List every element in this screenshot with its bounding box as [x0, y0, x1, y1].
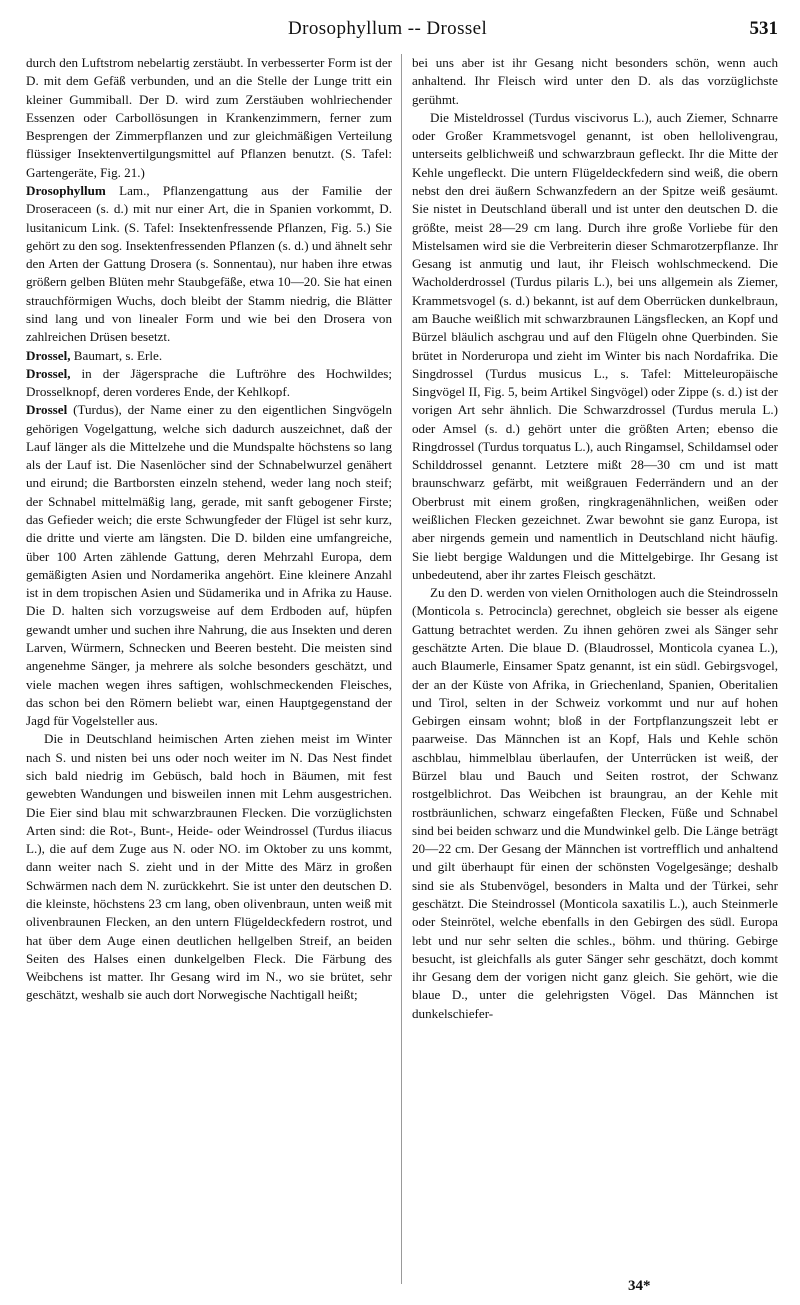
entry-headword: Drosophyllum	[26, 182, 106, 198]
paragraph	[412, 109, 778, 584]
page	[26, 14, 778, 1021]
paragraph	[26, 401, 392, 730]
paragraph	[412, 584, 778, 1023]
page-header	[26, 14, 778, 48]
paragraph-text: durch den Luftstrom nebelartig zerstäubt. In verbesserter Form ist der D. mit dem Gefäß verbunden, und an die Stelle der Lunge tritt ein kleiner Gummiball. Der D. wird zum Zerstäuben wohlriechender Essenzen oder Carbollösungen in Krankenzimmern, ferner zum Besprengen der Zimmerpflanzen und zur gleichmäßigen Verteilung flüssiger Insektenvertilgungsmittel auf Pflanzen benutzt. (S. Tafel: Gartengeräte, Fig. 21.)	[26, 55, 392, 180]
entry-headword: Drossel,	[26, 347, 71, 363]
paragraph	[26, 365, 392, 402]
paragraph-text: in der Jägersprache die Luftröhre des Hochwildes; Drosselknopf, deren vorderes Ende, der Kehlkopf.	[26, 365, 392, 400]
left-column	[26, 54, 392, 1005]
paragraph	[412, 54, 778, 109]
paragraph-text: Zu den D. werden von vielen Ornithologen auch die Steindrosseln (Monticola s. Petrocincla) gerechnet, obgleich sie besser als eigene Gattung betrachtet werden. Zu ihnen gehören zwei als Sänger sehr geschätzte Arten. Die blaue D. (Blaudrossel, Monticola cyanea L.), auch Blaumerle, Einsamer Spatz genannt, ist ein südl. Gebirgsvogel, der an der Küste von Afrika, in Griechenland, Spanien, Oberitalien und Tirol, selten in der Schweiz vorkommt und nur auf hohen Gebirgen einsam wohnt; bloß in der Fortpflanzungszeit lebt er paarweise. Das Männchen ist an Kopf, Hals und Kehle schön aschblau, himmelblau überlaufen, der Unterrücken ist weiß, der Bürzel blau und Bauch und Seiten rostrot, der Schwanz rostgelblichrot. Das Weibchen ist braungrau, an der Kehle mit rostbräunlichen, schwarz eingefaßten Flecken, Füße und Schnabel sind bei beiden schwarz und die Mundwinkel gelb. Die Länge beträgt 20—22 cm. Der Gesang der Männchen ist vortrefflich und anhaltend und gilt überhaupt für einen der schönsten Vogelgesänge; deshalb sind sie als Stubenvögel, besonders in Malta und der Türkei, sehr geschätzt. Die Steindrossel (Monticola saxatilis L.), auch Steinmerle oder Steinrötel, welche ebenfalls in den Gebirgen des südl. Europa lebt und nur sehr selten die schles., böhm. und thüring. Gebirge besucht, ist gleichfalls als guter Sänger sehr geschätzt, doch kommt ihr Gesang dem der vorigen nicht ganz gleich. Sie gehört, wie die blaue D., unter die gelehrigsten Vögel. Das Männchen ist dunkelschiefer-	[412, 585, 778, 1021]
right-column	[412, 54, 778, 1023]
paragraph	[26, 730, 392, 1004]
paragraph-text: Die Misteldrossel (Turdus viscivorus L.), auch Ziemer, Schnarre oder Großer Krammetsvogel genannt, ist oben hellolivengrau, unterseits gelblichweiß und schwarzbraun gefleckt. Ihr die Mitte der Kehle ungefleckt. Die untern Flügeldeckfedern sind weiß, die obern nebst den drei äußern Schwanzfedern an der Spitze weiß gesäumt. Sie nistet in Deutschland überall und ist unter den deutschen D. die größte, meist 28—29 cm lang. Durch ihre große Vorliebe für den Mistelsamen wird sie die Verbreiterin dieser Schmarotzerpflanze. Ihr Gesang ist anmutig und laut, ihr Fleisch wohlschmeckend. Die Wacholderdrossel (Turdus pilaris L.), bei uns allgemein als Ziemer, Krammetsvogel (s. d.) bekannt, ist auf dem Oberrücken dunkelbraun, am Bauche weißlich mit schwarzbraunen Längsflecken, an Kopf und Bürzel bläulich aschgrau und auf den Flügeln ohne Querbinden. Sie brütet in Norderuropa und zieht im Winter bis nach Nordafrika. Die Singdrossel (Turdus musicus L., s. Tafel: Mitteleuropäische Singvögel II, Fig. 5, beim Artikel Singvögel) oder Zippe (s. d.) ist der vorigen Art sehr ähnlich. Die Schwarzdrossel (Turdus merula L.) oder Amsel (s. d.) gehört unter die größten Arten; ebenso die Ringdrossel (Turdus torquatus L.), auch Ringamsel, Schildamsel oder Schilddrossel genannt. Letztere mißt 28—30 cm und ist matt braunschwarz gefärbt, mit weißgrauen Federrändern und an der Oberbrust mit einem großen, ringkragenähnlichen, weißen oder weißlichen Flecken gezeichnet. Zwar bewohnt sie ganz Europa, ist aber nirgends gemein und namentlich in Deutschland nicht häufig. Sie liebt bergige Waldungen und die Mittelgebirge. Ihr Gesang ist unbedeutend, aber ihr zartes Fleisch geschätzt.	[412, 109, 778, 582]
paragraph	[26, 54, 392, 182]
paragraph	[26, 347, 392, 365]
page-number: 531	[749, 18, 778, 39]
paragraph	[26, 182, 392, 347]
entry-headword: Drossel,	[26, 365, 71, 381]
paragraph-text: (Turdus), der Name einer zu den eigentlichen Singvögeln gehörigen Vogelgattung, welche sich dadurch auszeichnet, daß der Lauf länger als die Mittelzehe und die Mundspalte höchstens so lang als der Lauf ist. Die Nasenlöcher sind der Schnabelwurzel genähert und eirund; die Bartborsten einzeln stehend, weder lang noch steif; der Schnabel mittelmäßig lang, gerade, mit sanft gebogener Firste; das Gefieder weich; die erste Schwungfeder der Flügel ist sehr kurz, die dritte und vierte am längsten. Die D. bilden eine umfangreiche, über 100 Arten zählende Gattung, deren Mehrzahl Europa, dem gemäßigten Asien und Nordamerika angehört. Eine kleinere Anzahl ist in dem tropischen Asien und Südamerika und in Afrika zu Hause. Die D. halten sich vorzugsweise auf dem Erdboden auf, hüpfen gewandt umher und suchen ihre Nahrung, die aus Insekten und deren Larven, Würmern, Schnecken und Beeren besteht. Die meisten sind angenehme Sänger, ja mehrere als solche besonders geschätzt, und viele machen wegen ihres saftigen, wohlschmeckenden Fleisches, das schon bei den Römern beliebt war, einen Hauptgegenstand der Jagd für Vogelsteller aus.	[26, 402, 392, 729]
entry-headword: Drossel	[26, 402, 68, 418]
signature-mark: 34*	[628, 1278, 651, 1294]
paragraph-text: bei uns aber ist ihr Gesang nicht besonders schön, wenn auch anhaltend. Ihr Fleisch wird unter den D. als das vorzüglichste gerühmt.	[412, 55, 778, 107]
paragraph-text: Die in Deutschland heimischen Arten ziehen meist im Winter nach S. und nisten bei uns oder noch weiter im N. Das Nest findet sich bald niedrig im Gebüsch, bald hoch in Bäumen, mit fest gewebten Wandungen und bisweilen innen mit Lehm ausgestrichen. Die Eier sind blau mit schwarzbraunen Flecken. Die vorzüglichsten Arten sind: die Rot-, Bunt-, Heide- oder Weindrossel (Turdus iliacus L.), die auf dem Zuge aus N. oder NO. im Oktober zu uns kommt, dann weiter nach S. zieht und in der Mitte des März in großen Schwärmen nach dem N. zurückkehrt. Sie ist unter den deutschen D. die kleinste, höchstens 23 cm lang, oben olivenbraun, unten weiß mit olivenbraunen Flecken, an den untern Flügeldeckfedern rostrot, und hat über dem Auge einen deutlichen hellgelben Streif, an beiden Seiten des Halses einen dunkelgelben Fleck. Die Färbung des Weibchens ist matter. Ihr Gesang wird im N., wo sie brütet, sehr geschätzt, weshalb sie auch dort Norwegische Nachtigall heißt;	[26, 731, 392, 1003]
paragraph-text: Baumart, s. Erle.	[70, 347, 163, 363]
running-title: Drosophyllum -- Drossel	[288, 18, 488, 39]
paragraph-text: Lam., Pflanzengattung aus der Familie der Droseraceen (s. d.) mit nur einer Art, die in Spanien vorkommt, D. lusitanicum Link. (S. Tafel: Insektenfressende Pflanzen, Fig. 5.) Sie gehört zu den sog. Insektenfressenden Pflanzen (s. d.) und ähnelt sehr den Arten der Gattung Drosera (s. Sonnentau), nur haben ihre etwas größern gelben Blüten mehr Staubgefäße, etwa 10—20. Sie hat einen strauchförmigen Wuchs, doch bleibt der Stamm niedrig, die Blätter sind lang und von linealer Form und wie bei den Drosera von zahlreichen Drüsen besetzt.	[26, 182, 392, 345]
column-divider	[401, 54, 402, 1284]
